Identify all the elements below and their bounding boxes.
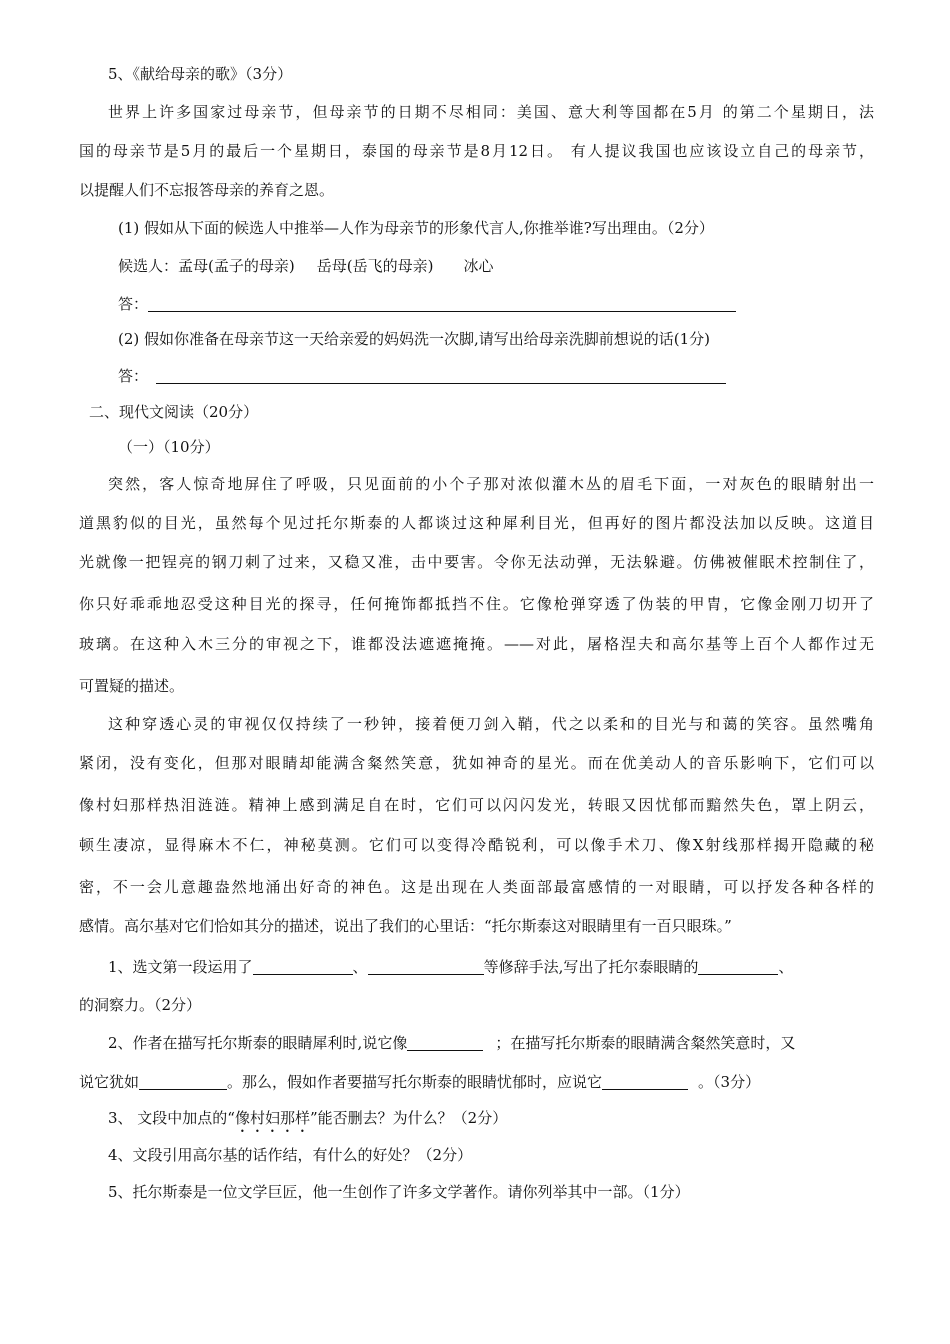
passage-para1-line-4: 你只好乖乖地忍受这种目光的探寻，任何掩饰都抵挡不住。它像枪弹穿透了伪装的甲胄，它像金刚刀切开了 [79, 595, 874, 613]
candidate-yuemu: 岳母(岳飞的母亲) [316, 257, 434, 275]
q2-blank-1[interactable] [407, 1034, 483, 1051]
candidates-label: 候选人： [118, 257, 179, 275]
part2-sub-heading: （一）（10分） [118, 438, 220, 456]
q2-blank-3[interactable] [602, 1073, 688, 1090]
q1-blank-3[interactable] [698, 958, 778, 975]
passage-para2-line-1: 这种穿透心灵的审视仅仅持续了一秒钟，接着便刀剑入鞘，代之以柔和的目光与和蔼的笑容。虽然嘴角 [108, 715, 874, 733]
answer-row-1 [118, 294, 736, 314]
passage-para2-line-6: 感情。高尔基对它们恰如其分的描述，说出了我们的心里话：“托尔斯泰这对眼睛里有一百只眼珠。” [79, 917, 732, 935]
section5-title: 5、《献给母亲的歌》（3分） [108, 65, 293, 83]
passage-para1-line-3: 光就像一把锃亮的钢刀刺了过来，又稳又准，击中要害。令你无法动弹，无法躲避。仿佛被催眠术控制住了， [79, 553, 874, 571]
candidate-mengmu: 孟母(孟子的母亲) [178, 257, 295, 275]
section5-question-2: (2) 假如你准备在母亲节这一天给亲爱的妈妈洗一次脚,请写出给母亲洗脚前想说的话(1分) [118, 330, 711, 348]
question-1-line-1: 1、选文第一段运用了 、 等修辞手法,写出了托尔泰眼睛的 、 [108, 958, 794, 976]
passage-para2-line-4: 顿生凄凉，显得麻木不仁，神秘莫测。它们可以变得冷酷锐利，可以像手术刀、像X射线那样揭开隐藏的秘 [79, 836, 874, 854]
part2-heading: 二、现代文阅读（20分） [89, 403, 259, 421]
passage-para1-line-6: 可置疑的描述。 [79, 677, 185, 695]
q2-blank-2[interactable] [139, 1073, 227, 1090]
answer-label-2: 答： [118, 367, 149, 385]
answer-row-2 [118, 366, 726, 386]
answer-label-1: 答： [118, 295, 149, 313]
q1-blank-1[interactable] [253, 958, 353, 975]
passage-para2-line-3: 像村妇那样热泪涟涟。精神上感到满足自在时，它们可以闪闪发光，转眼又因忧郁而黯然失色，罩上阴云， [79, 796, 874, 814]
candidate-bingxin: 冰心 [463, 257, 494, 275]
candidates-row [118, 256, 493, 276]
question-2-line-2: 说它犹如 。那么，假如作者要描写托尔斯泰的眼睛忧郁时，应说它 。（3分） [79, 1073, 761, 1091]
passage-para1-line-1: 突然，客人惊奇地屏住了呼吸，只见面前的小个子那对浓似灌木丛的眉毛下面，一对灰色的眼睛射出一 [108, 475, 874, 493]
answer-blank-1[interactable] [148, 295, 736, 312]
section5-question-1: (1) 假如从下面的候选人中推举—人作为母亲节的形象代言人,你推举谁?写出理由。（2分） [118, 219, 714, 237]
passage-para1-line-2: 道黑豹似的目光，虽然每个见过托尔斯泰的人都谈过这种犀利目光，但再好的图片都没法加以反映。这道目 [79, 514, 874, 532]
section5-intro-line-1: 世界上许多国家过母亲节，但母亲节的日期不尽相同：美国、意大利等国都在5月 的第二个星期日，法 [108, 103, 874, 121]
question-5: 5、托尔斯泰是一位文学巨匠，他一生创作了许多文学著作。请你列举其中一部。（1分） [108, 1183, 690, 1201]
passage-para2-line-2: 紧闭，没有变化，但那对眼睛却能满含粲然笑意，犹如神奇的星光。而在优美动人的音乐影响下，它们可以 [79, 754, 874, 772]
section5-intro-line-2: 国的母亲节是5月的最后一个星期日，泰国的母亲节是8月12日。 有人提议我国也应该设立自己的母亲节， [79, 142, 874, 160]
passage-para1-line-5: 玻璃。在这种入木三分的审视之下，谁都没法遮遮掩掩。——对此，屠格涅夫和高尔基等上百个人都作过无 [79, 635, 874, 653]
question-2-line-1: 2、作者在描写托尔斯泰的眼睛犀利时,说它像 ；在描写托尔斯泰的眼睛满含粲然笑意时，又 [108, 1034, 796, 1052]
question-3: 3、 文段中加点的“像村妇那样”能否删去？为什么？（2分） [108, 1109, 508, 1127]
answer-blank-2[interactable] [156, 367, 726, 384]
section5-intro-line-3: 以提醒人们不忘报答母亲的养育之恩。 [79, 181, 335, 199]
passage-para2-line-5: 密，不一会儿意趣盎然地涌出好奇的神色。这是出现在人类面部最富感情的一对眼睛，可以抒发各种各样的 [79, 878, 874, 896]
question-4: 4、文段引用高尔基的话作结，有什么的好处？（2分） [108, 1146, 473, 1164]
dotted-phrase: 像村妇那样 [234, 1109, 310, 1127]
question-1-line-2: 的洞察力。（2分） [79, 996, 202, 1014]
q1-blank-2[interactable] [368, 958, 484, 975]
